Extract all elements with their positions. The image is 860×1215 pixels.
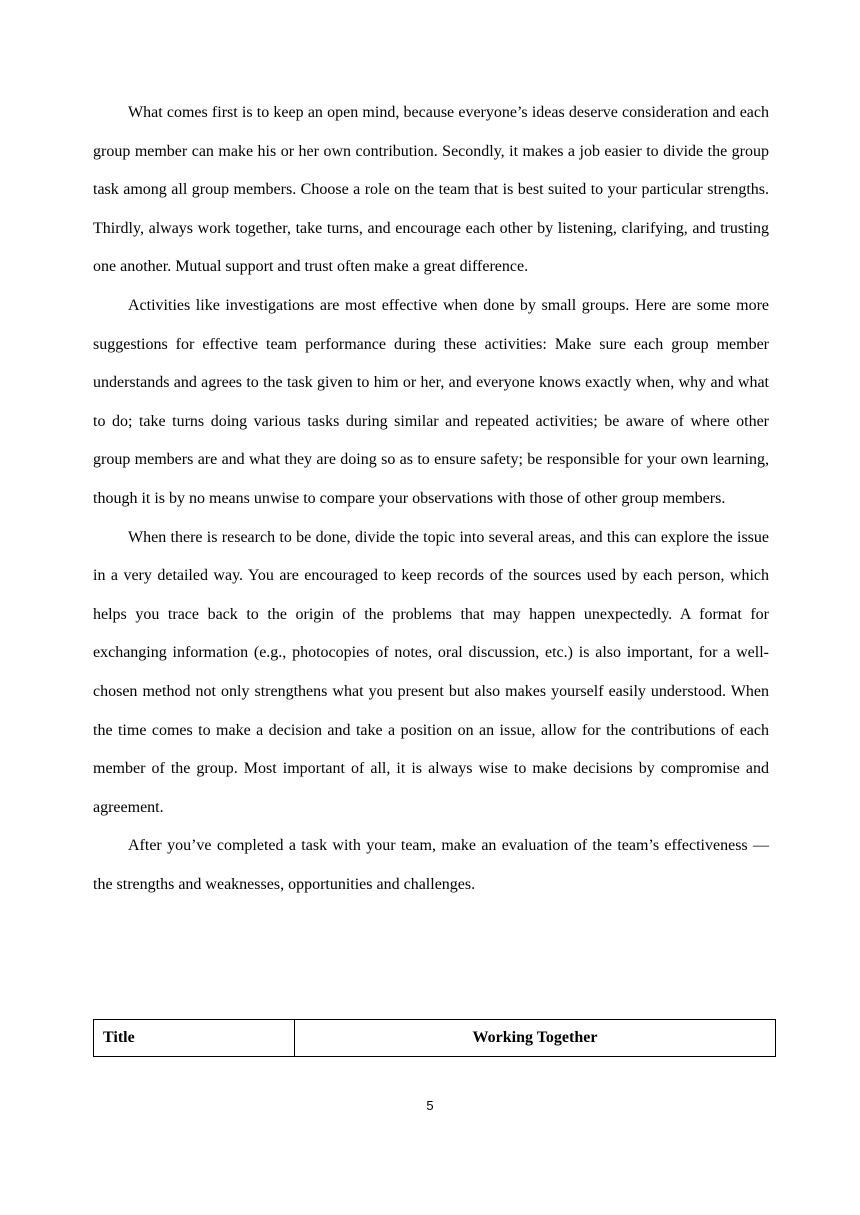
table-row xyxy=(94,1020,776,1057)
paragraph-4: After you’ve completed a task with your team, make an evaluation of the team’s effectiveness — the strengths and weaknesses, opportunities and challenges. xyxy=(93,837,769,893)
title-value-cell: Working Together xyxy=(295,1020,776,1057)
title-label-cell: Title xyxy=(94,1020,295,1057)
title-table xyxy=(93,1019,776,1057)
paragraph-3: When there is research to be done, divide the topic into several areas, and this can explore the issue in a very detailed way. You are encouraged to keep records of the sources used by each person, which helps you trace back to the origin of the problems that may happen unexpectedly. A format for exchanging information (e.g., photocopies of notes, oral discussion, etc.) is also important, for a well-chosen method not only strengthens what you present but also makes yourself easily understood. When the time comes to make a decision and take a position on an issue, allow for the contributions of each member of the group. Most important of all, it is always wise to make decisions by compromise and agreement. xyxy=(93,528,769,816)
paragraph-2: Activities like investigations are most effective when done by small groups. Here are some more suggestions for effective team performance during these activities: Make sure each group member understands and agrees to the task given to him or her, and everyone knows exactly when, why and what to do; take turns doing various tasks during similar and repeated activities; be aware of where other group members are and what they are doing so as to ensure safety; be responsible for your own learning, though it is by no means unwise to compare your observations with those of other group members. xyxy=(93,296,769,507)
paragraph-1: What comes first is to keep an open mind, because everyone’s ideas deserve consideration and each group member can make his or her own contribution. Secondly, it makes a job easier to divide the group task among all group members. Choose a role on the team that is best suited to your particular strengths. Thirdly, always work together, take turns, and encourage each other by listening, clarifying, and trusting one another. Mutual support and trust often make a great difference. xyxy=(93,104,769,276)
body-text xyxy=(93,94,769,904)
page-number: 5 xyxy=(426,1098,434,1113)
